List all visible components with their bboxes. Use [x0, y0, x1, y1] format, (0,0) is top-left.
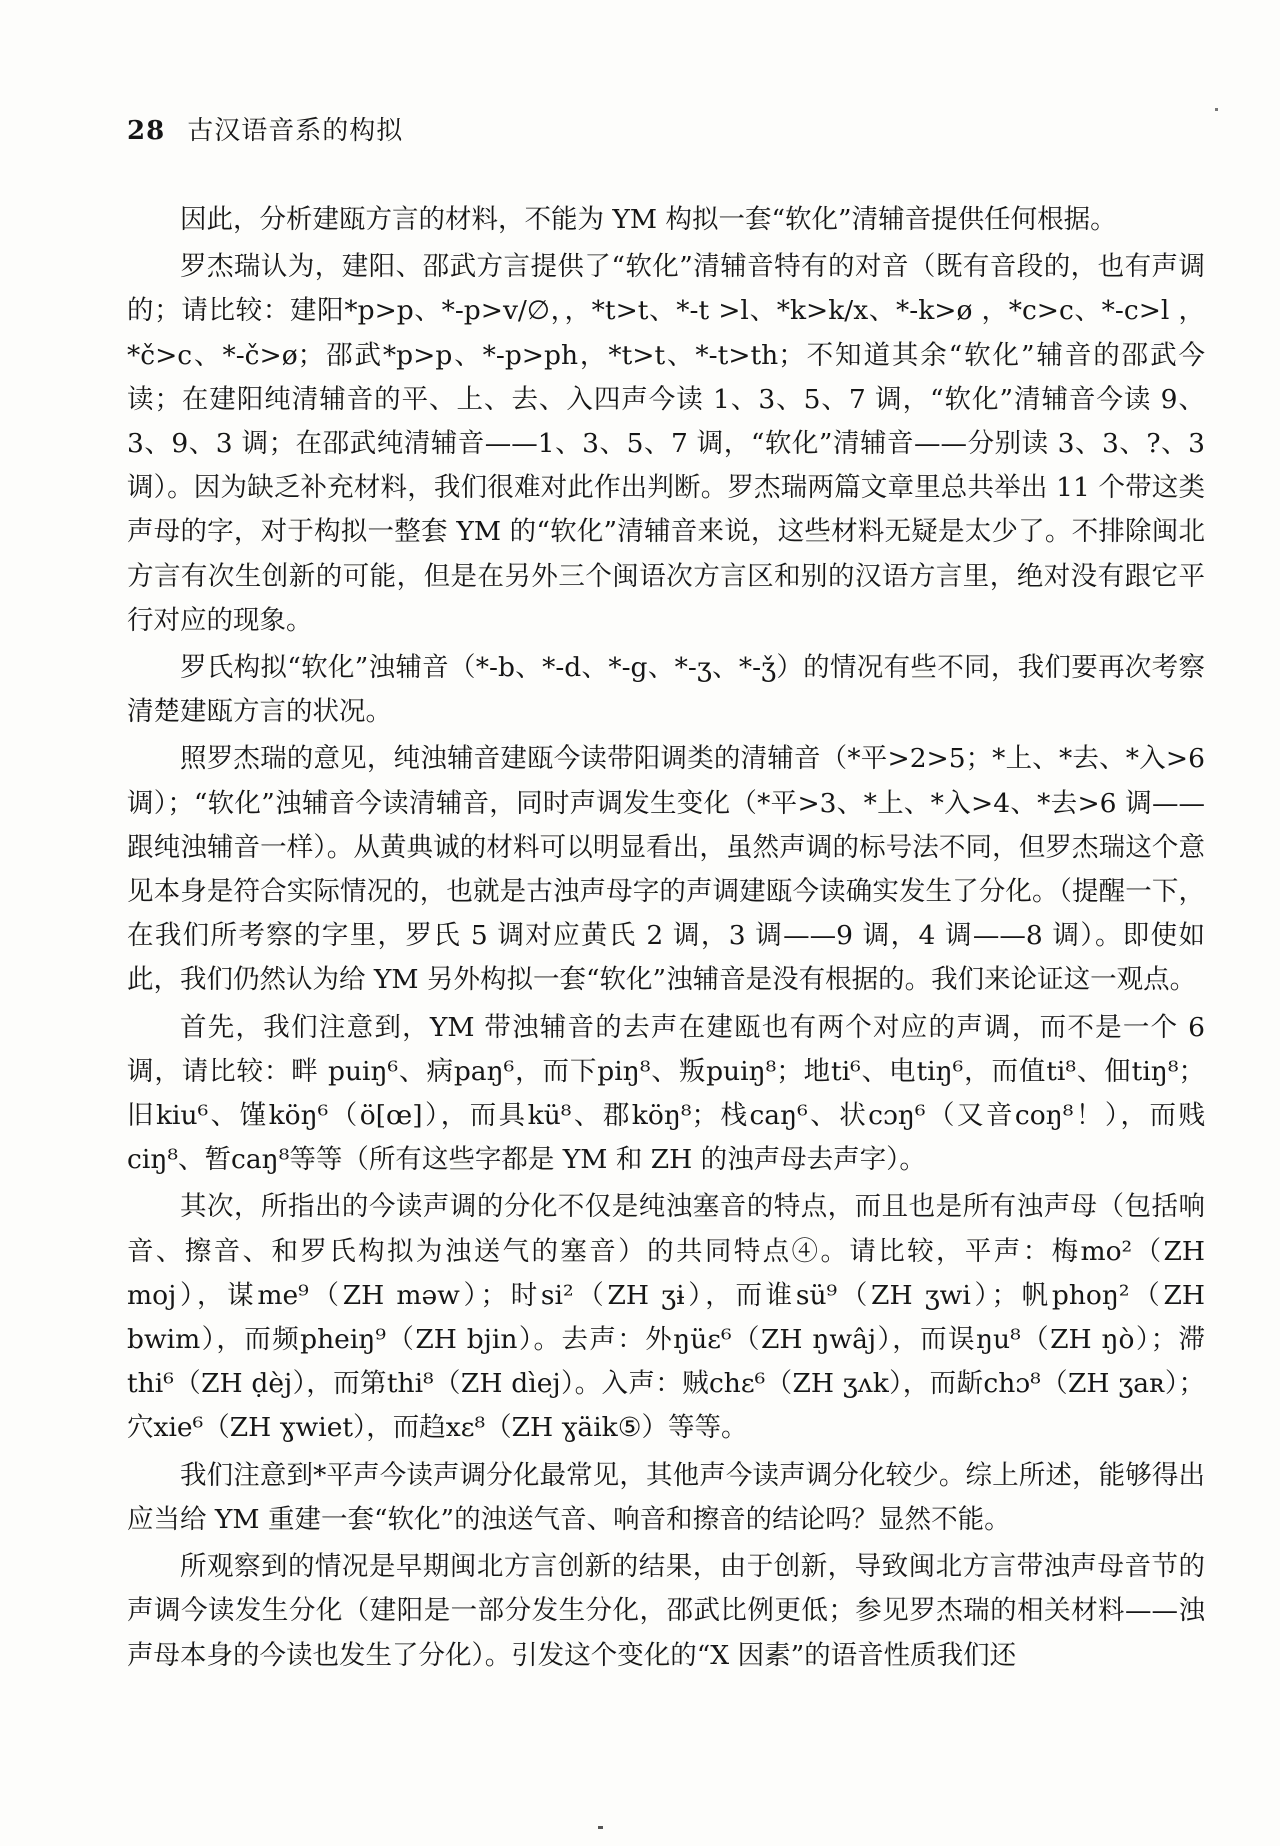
paragraph: 罗氏构拟“软化”浊辅音（*-b、*-d、*-g、*-ʒ、*-ǯ）的情况有些不同，我们要再次考察清楚建瓯方言的状况。 — [127, 652, 1205, 728]
scan-speck — [598, 1826, 603, 1829]
paragraph: 罗杰瑞认为，建阳、邵武方言提供了“软化”清辅音特有的对音（既有音段的，也有声调的；请比较：建阳*p>p、*-p>v/∅，，*t>t、*-t >l、*k>k/x、*-k>ø ，*c>c、*-c>l ，*č>c、*-č>ø；邵武*p>p、*-p>ph，*t>t、*-t>th；不知道其余“软化”辅音的邵武今读；在建阳纯清辅音的平、上、去、入四声今读 1、3、5、7 调，“软化”清辅音今读 9、3、9、3 调；在邵武纯清辅音——1、3、5、7 调，“软化”清辅音——分别读 3、3、?、3 调）。因为缺乏补充材料，我们很难对此作出判断。罗杰瑞两篇文章里总共举出 11 个带这类声母的字，对于构拟一整套 YM 的“软化”清辅音来说，这些材料无疑是太少了。不排除闽北方言有次生创新的可能，但是在另外三个闽语次方言区和别的汉语方言里，绝对没有跟它平行对应的现象。 — [127, 251, 1205, 636]
paragraph: 所观察到的情况是早期闽北方言创新的结果，由于创新，导致闽北方言带浊声母音节的声调今读发生分化（建阳是一部分发生分化，邵武比例更低；参见罗杰瑞的相关材料——浊声母本身的今读也发生了分化）。引发这个变化的“X 因素”的语音性质我们还 — [127, 1551, 1205, 1671]
running-header — [127, 116, 403, 146]
paragraph: 我们注意到*平声今读声调分化最常见，其他声今读声调分化较少。综上所述，能够得出应当给 YM 重建一套“软化”的浊送气音、响音和擦音的结论吗？显然不能。 — [127, 1459, 1205, 1535]
paragraph: 首先，我们注意到，YM 带浊辅音的去声在建瓯也有两个对应的声调，而不是一个 6 调，请比较：畔 puiŋ⁶、病paŋ⁶，而下piŋ⁸、叛puiŋ⁸；地ti⁶、电tiŋ⁶，而值ti⁸、佃tiŋ⁸；旧kiu⁶、馑köŋ⁶（ö[œ]），而具kü⁸、郡köŋ⁸；栈caŋ⁶、状cɔŋ⁶（又音coŋ⁸！），而贱ciŋ⁸、暂caŋ⁸等等（所有这些字都是 YM 和 ZH 的浊声母去声字）。 — [127, 1011, 1205, 1176]
paragraph: 其次，所指出的今读声调的分化不仅是纯浊塞音的特点，而且也是所有浊声母（包括响音、擦音、和罗氏构拟为浊送气的塞音）的共同特点④。请比较，平声：梅mo²（ZH moj），谋me⁹（ZH məw）；时si²（ZH ʒɨ），而谁sü⁹（ZH ʒwi）；帆phoŋ²（ZH bwim），而频pheiŋ⁹（ZH bjin）。去声：外ŋüɛ⁶（ZH ŋwâj），而误ŋu⁸（ZH ŋò）；滞thi⁶（ZH ḍèj），而第thi⁸（ZH dìej）。入声：贼chɛ⁶（ZH ʒʌk），而龂chɔ⁸（ZH ʒaʀ）；穴xie⁶（ZH ɣwiet），而趋xɛ⁸（ZH ɣäik⑤）等等。 — [127, 1191, 1205, 1444]
page-number: 28 — [127, 116, 166, 146]
paragraph: 因此，分析建瓯方言的材料，不能为 YM 构拟一套“软化”清辅音提供任何根据。 — [180, 204, 1117, 235]
running-title: 古汉语音系的构拟 — [187, 116, 404, 146]
scan-speck — [1215, 108, 1218, 111]
body-text — [127, 198, 1205, 1681]
paragraph: 照罗杰瑞的意见，纯浊辅音建瓯今读带阳调类的清辅音（*平>2>5；*上、*去、*入>6 调）；“软化”浊辅音今读清辅音，同时声调发生变化（*平>3、*上、*入>4、*去>6 调——跟纯浊辅音一样）。从黄典诚的材料可以明显看出，虽然声调的标号法不同，但罗杰瑞这个意见本身是符合实际情况的，也就是古浊声母字的声调建瓯今读确实发生了分化。（提醒一下，在我们所考察的字里，罗氏 5 调对应黄氏 2 调，3 调——9 调，4 调——8 调）。即使如此，我们仍然认为给 YM 另外构拟一套“软化”浊辅音是没有根据的。我们来论证这一观点。 — [127, 743, 1205, 996]
